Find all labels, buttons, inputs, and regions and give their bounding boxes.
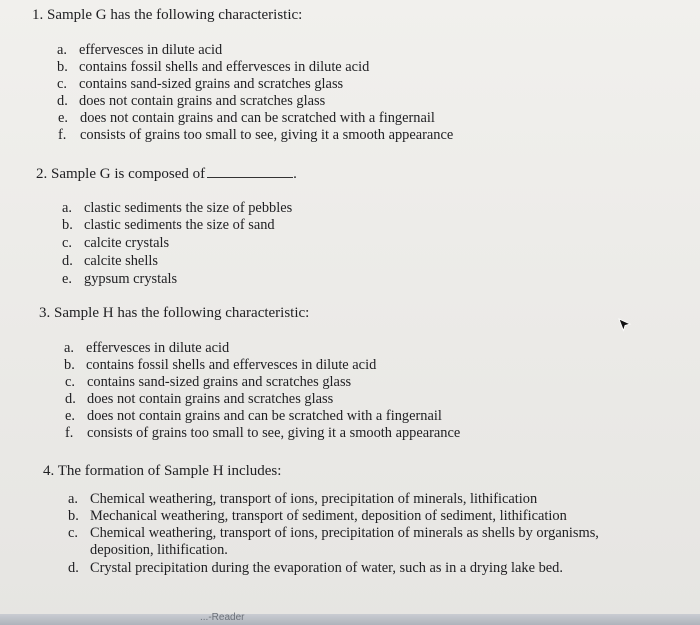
q1-option-d[interactable]: d. does not contain grains and scratches glass — [57, 93, 326, 109]
q2-option-c[interactable]: c. calcite crystals — [62, 235, 170, 251]
q4-option-c[interactable]: c. Chemical weathering, transport of ions, precipitation of minerals as shells by organisms, deposition, lithification. — [68, 525, 599, 558]
question-4-title: 4. The formation of Sample H includes: — [43, 463, 282, 479]
q4-option-b[interactable]: b. Mechanical weathering, transport of sediment, deposition of sediment, lithification — [68, 508, 567, 524]
bottom-partial-label: ...-Reader — [200, 612, 245, 623]
question-2-title: 2. Sample G is composed of . — [36, 166, 297, 182]
q3-option-c[interactable]: c. contains sand-sized grains and scratches glass — [65, 374, 352, 390]
question-1-title: 1. Sample G has the following characteristic: — [32, 7, 303, 23]
bottom-toolbar — [0, 614, 700, 625]
q3-option-a[interactable]: a. effervesces in dilute acid — [64, 340, 230, 356]
q2-option-d[interactable]: d. calcite shells — [62, 253, 158, 269]
q2-option-a[interactable]: a. clastic sediments the size of pebbles — [62, 200, 293, 216]
q2-option-b[interactable]: b. clastic sediments the size of sand — [62, 217, 275, 233]
q1-option-c[interactable]: c. contains sand-sized grains and scratches glass — [57, 76, 344, 92]
q3-option-b[interactable]: b. contains fossil shells and effervesces in dilute acid — [64, 357, 377, 373]
q3-option-d[interactable]: d. does not contain grains and scratches glass — [65, 391, 334, 407]
q1-option-a[interactable]: a. effervesces in dilute acid — [57, 42, 223, 58]
question-3-title: 3. Sample H has the following characteristic: — [39, 305, 310, 321]
q4-option-a[interactable]: a. Chemical weathering, transport of ions, precipitation of minerals, lithification — [68, 491, 538, 507]
q4-option-d[interactable]: d. Crystal precipitation during the evaporation of water, such as in a drying lake bed. — [68, 560, 563, 576]
q1-option-e[interactable]: e. does not contain grains and can be scratched with a fingernail — [58, 110, 435, 126]
q3-option-f[interactable]: f. consists of grains too small to see, giving it a smooth appearance — [65, 425, 461, 441]
q3-option-e[interactable]: e. does not contain grains and can be scratched with a fingernail — [65, 408, 442, 424]
q1-option-f[interactable]: f. consists of grains too small to see, giving it a smooth appearance — [58, 127, 454, 143]
q1-option-b[interactable]: b. contains fossil shells and effervesces in dilute acid — [57, 59, 370, 75]
answer-blank[interactable] — [207, 165, 293, 178]
q2-option-e[interactable]: e. gypsum crystals — [62, 271, 178, 287]
